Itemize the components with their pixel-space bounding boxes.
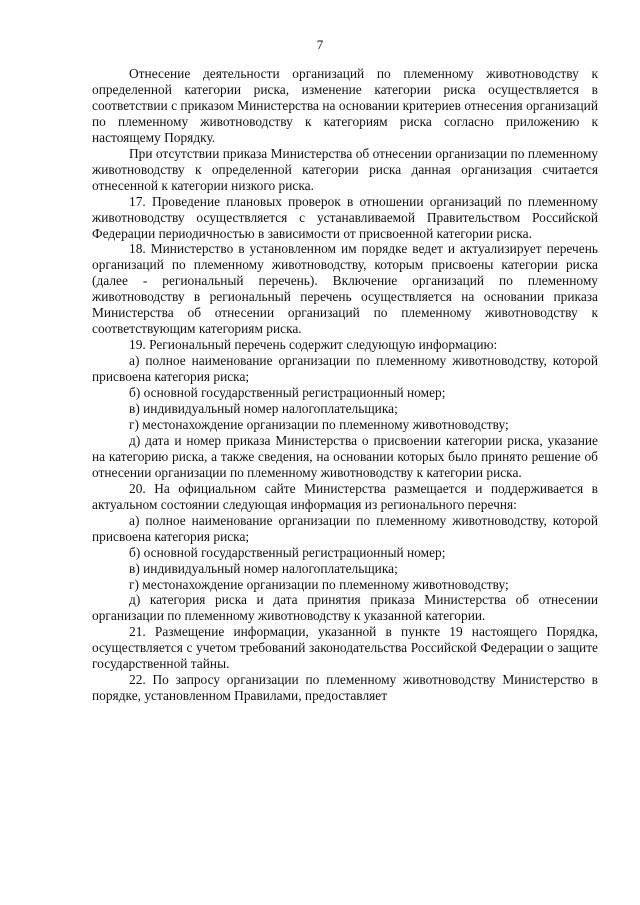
paragraph-20-d: д) категория риска и дата принятия приказа Министерства об отнесении организации по племенному животноводству к указанной категории. xyxy=(92,592,598,624)
paragraph-20: 20. На официальном сайте Министерства размещается и поддерживается в актуальном состоянии следующая информация из регионального перечня: xyxy=(92,480,598,512)
paragraph-22: 22. По запросу организации по племенному животноводству Министерство в порядке, установленном Правилами, предоставляет xyxy=(92,672,598,704)
paragraph-19-d: д) дата и номер приказа Министерства о присвоении категории риска, указание на категорию риска, а также сведения, на основании которых было принято решение об отнесении организации по племенному животноводству к категории риска. xyxy=(92,432,598,480)
paragraph-20-a: а) полное наименование организации по племенному животноводству, которой присвоена категория риска; xyxy=(92,512,598,544)
page-number: 7 xyxy=(316,37,324,52)
paragraph-19-v: в) индивидуальный номер налогоплательщика; xyxy=(129,401,398,417)
paragraph-20-v: в) индивидуальный номер налогоплательщика; xyxy=(129,560,398,576)
paragraph-19: 19. Региональный перечень содержит следующую информацию: xyxy=(129,337,498,353)
paragraph-18: 18. Министерство в установленном им порядке ведет и актуализирует перечень организаций по племенному животноводству, которым присвоены категории риска (далее - региональный перечень). Включение организаций по племенному животноводству в региональный перечень осуществляется на основании приказа Министерства об отнесении организаций по племенному животноводству к соответствующим категориям риска. xyxy=(92,241,598,337)
paragraph-risk-category-assignment: Отнесение деятельности организаций по племенному животноводству к определенной категории риска, изменение категории риска осуществляется в соответствии с приказом Министерства на основании критериев отнесения организаций по племенному животноводству к категориям риска согласно приложению к настоящему Порядку. xyxy=(92,66,598,145)
paragraph-17: 17. Проведение плановых проверок в отношении организаций по племенному животноводству осуществляется с устанавливаемой Правительством Российской Федерации периодичностью в зависимости от присвоенной категории риска. xyxy=(92,193,598,241)
paragraph-20-g: г) местонахождение организации по племенному животноводству; xyxy=(129,576,509,592)
paragraph-19-a: а) полное наименование организации по племенному животноводству, которой присвоена категория риска; xyxy=(92,353,598,385)
paragraph-19-b: б) основной государственный регистрационный номер; xyxy=(129,385,446,401)
paragraph-20-b: б) основной государственный регистрационный номер; xyxy=(129,544,446,560)
document-body xyxy=(92,66,598,704)
paragraph-21: 21. Размещение информации, указанной в пункте 19 настоящего Порядка, осуществляется с учетом требований законодательства Российской Федерации о защите государственной тайны. xyxy=(92,624,598,672)
paragraph-19-g: г) местонахождение организации по племенному животноводству; xyxy=(129,416,509,432)
paragraph-low-risk-default: При отсутствии приказа Министерства об отнесении организации по племенному животноводству к определенной категории риска данная организация считается отнесенной к категории низкого риска. xyxy=(92,145,598,193)
